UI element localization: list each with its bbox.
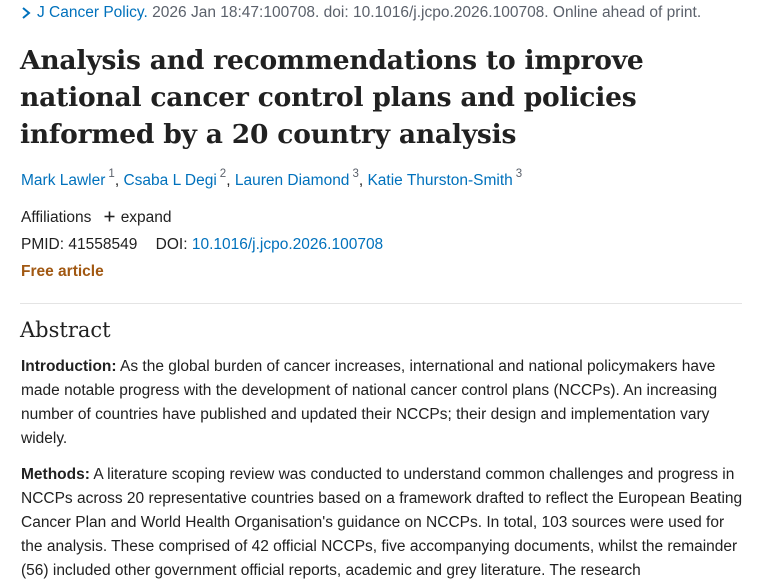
affiliations-label: Affiliations <box>21 209 92 226</box>
doi-link[interactable]: 10.1016/j.jcpo.2026.100708 <box>191 236 384 253</box>
affiliation-number[interactable]: 1 <box>108 167 115 180</box>
abstract-methods <box>21 463 743 583</box>
free-article-badge: Free article <box>21 263 104 280</box>
citation-line <box>21 3 701 23</box>
abstract-heading: Abstract <box>20 318 111 342</box>
affiliation-number[interactable]: 3 <box>515 167 523 180</box>
article-title: Analysis and recommendations to improve national cancer control plans and policies informed by a 20 country analysis <box>20 45 644 150</box>
affiliations-expand-button[interactable] <box>104 209 172 226</box>
pmid-label: PMID: <box>21 236 65 253</box>
author-list: Mark Lawler $^1$, Csaba L Degi $^2$, Lauren Diamond $^3$, Katie Thurston-Smith $^3$ <box>21 167 523 189</box>
author-item <box>367 167 523 189</box>
plus-icon <box>104 211 115 222</box>
author-link[interactable]: Csaba L Degi <box>123 172 217 189</box>
citation-details: 2026 Jan 18:47:100708. doi: 10.1016/j.jcpo.2026.100708. Online ahead of print. <box>152 4 702 21</box>
expand-label: expand <box>120 209 172 226</box>
introduction-label: Introduction: <box>21 358 117 375</box>
affiliation-number[interactable]: 3 <box>352 167 359 180</box>
author-link[interactable]: Mark Lawler <box>21 172 106 189</box>
author-item <box>234 167 359 189</box>
author-link[interactable]: Lauren Diamond <box>234 172 350 189</box>
introduction-text: As the global burden of cancer increases, international and national policymakers have made notable progress with the development of national cancer control plans (NCCPs). An increasing number of countries have published and updated their NCCPs; their design and implementation vary widely. <box>21 358 718 447</box>
abstract-introduction <box>21 355 743 451</box>
section-divider <box>20 303 742 304</box>
doi-label: DOI: <box>155 236 188 253</box>
methods-label: Methods: <box>21 466 90 483</box>
author-item <box>21 167 115 189</box>
author-item <box>123 167 227 189</box>
journal-link[interactable]: J Cancer Policy. <box>37 4 148 21</box>
methods-text: A literature scoping review was conducted to understand common challenges and progress in NCCPs across 20 representative countries based on a framework drafted to reflect the European Beating Cancer Plan and World Health Organisation's guidance on NCCPs. In total, 103 sources were used for the analysis. These comprised of 42 official NCCPs, five accompanying documents, whilst the remainder (56) included other government official reports, academic and grey literature. The research <box>21 466 743 579</box>
author-link[interactable]: Katie Thurston-Smith <box>367 172 513 189</box>
identifiers-row <box>21 235 383 255</box>
chevron-right-icon[interactable] <box>21 6 31 20</box>
pmid-value: 41558549 <box>68 236 138 253</box>
affiliation-number[interactable]: 2 <box>219 167 227 180</box>
affiliations-row <box>21 208 172 228</box>
